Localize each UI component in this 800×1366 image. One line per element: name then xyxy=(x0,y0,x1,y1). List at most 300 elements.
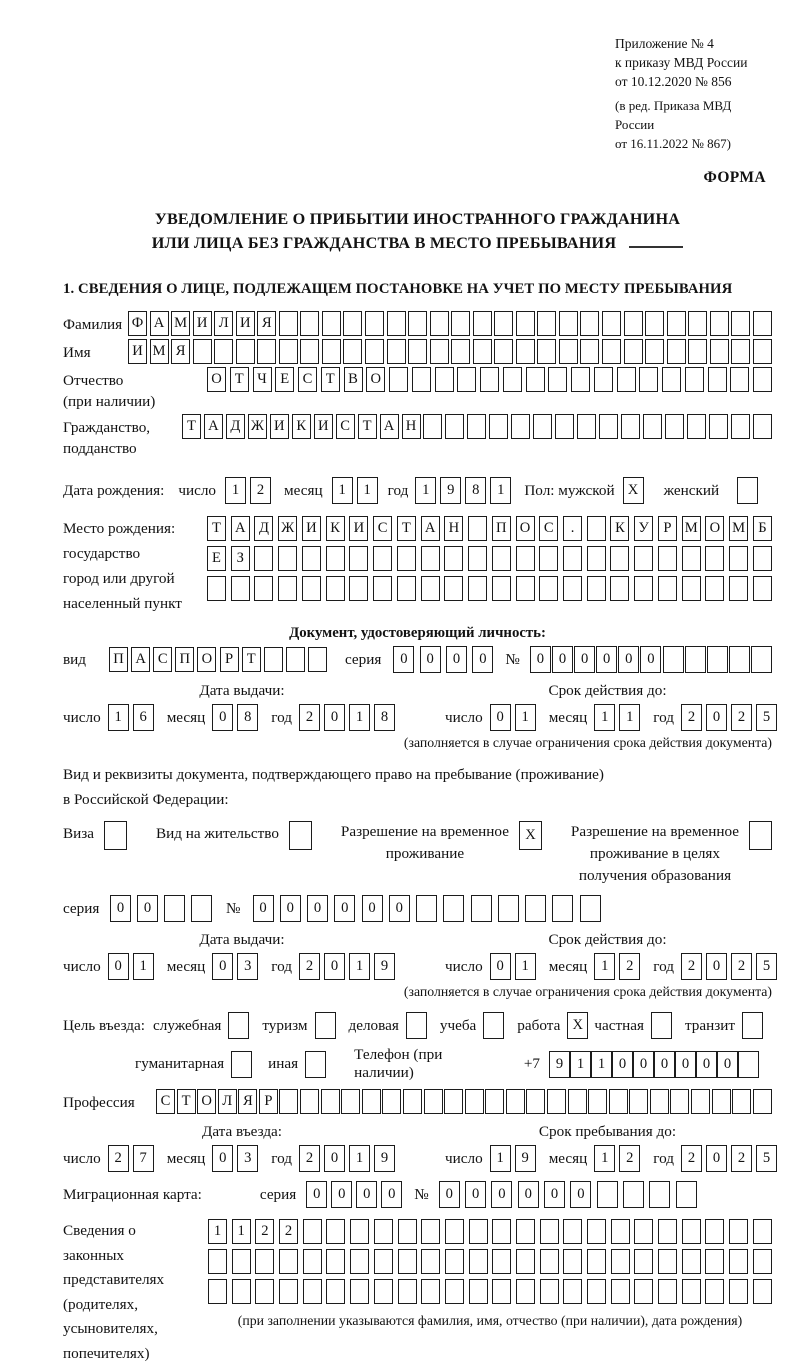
char-box[interactable] xyxy=(302,546,321,571)
char-box[interactable]: В xyxy=(344,367,363,392)
char-box[interactable] xyxy=(682,546,701,571)
char-box[interactable] xyxy=(278,576,297,601)
char-box[interactable]: 3 xyxy=(237,953,258,980)
char-box[interactable] xyxy=(729,546,748,571)
char-box[interactable]: С xyxy=(156,1089,175,1114)
char-box[interactable] xyxy=(611,1249,630,1274)
char-box[interactable] xyxy=(207,576,226,601)
char-box[interactable] xyxy=(691,1089,710,1114)
char-box[interactable] xyxy=(516,1249,535,1274)
char-box[interactable] xyxy=(279,311,298,336)
char-box[interactable] xyxy=(341,1089,360,1114)
char-box[interactable] xyxy=(753,339,772,364)
char-box[interactable]: И xyxy=(302,516,321,541)
char-box[interactable] xyxy=(629,1089,648,1114)
char-box[interactable]: 3 xyxy=(237,1145,258,1172)
char-box[interactable]: 1 xyxy=(619,704,640,731)
female-checkbox[interactable] xyxy=(737,477,758,504)
char-box[interactable]: 1 xyxy=(332,477,353,504)
char-box[interactable] xyxy=(387,339,406,364)
char-box[interactable] xyxy=(445,1219,464,1244)
char-box[interactable] xyxy=(732,1089,751,1114)
char-box[interactable] xyxy=(421,1219,440,1244)
char-box[interactable] xyxy=(516,1219,535,1244)
char-box[interactable] xyxy=(506,1089,525,1114)
char-box[interactable] xyxy=(468,546,487,571)
char-box[interactable] xyxy=(473,339,492,364)
char-box[interactable] xyxy=(540,1249,559,1274)
char-box[interactable]: А xyxy=(380,414,399,439)
char-box[interactable] xyxy=(303,1249,322,1274)
char-box[interactable]: 5 xyxy=(756,704,777,731)
char-box[interactable] xyxy=(548,367,567,392)
char-box[interactable] xyxy=(255,1249,274,1274)
char-box[interactable] xyxy=(602,311,621,336)
char-box[interactable]: 1 xyxy=(108,704,129,731)
char-box[interactable] xyxy=(516,546,535,571)
char-box[interactable] xyxy=(430,339,449,364)
char-box[interactable]: Ж xyxy=(278,516,297,541)
char-box[interactable]: 1 xyxy=(570,1051,591,1078)
char-box[interactable]: М xyxy=(729,516,748,541)
char-box[interactable] xyxy=(403,1089,422,1114)
char-box[interactable] xyxy=(650,1089,669,1114)
char-box[interactable] xyxy=(373,546,392,571)
char-box[interactable] xyxy=(343,339,362,364)
char-box[interactable] xyxy=(443,895,464,922)
char-box[interactable]: 0 xyxy=(490,953,511,980)
char-box[interactable]: 0 xyxy=(137,895,158,922)
char-box[interactable] xyxy=(279,1249,298,1274)
char-box[interactable]: 0 xyxy=(552,646,573,673)
char-box[interactable]: М xyxy=(150,339,169,364)
char-box[interactable]: И xyxy=(128,339,147,364)
purpose-business-checkbox[interactable] xyxy=(228,1012,249,1039)
char-box[interactable]: М xyxy=(682,516,701,541)
char-box[interactable] xyxy=(445,414,464,439)
char-box[interactable] xyxy=(305,1051,326,1078)
char-box[interactable]: 0 xyxy=(574,646,595,673)
char-box[interactable] xyxy=(343,311,362,336)
char-box[interactable]: 0 xyxy=(544,1181,565,1208)
char-box[interactable] xyxy=(451,311,470,336)
char-box[interactable] xyxy=(232,1249,251,1274)
char-box[interactable]: 0 xyxy=(612,1051,633,1078)
char-box[interactable]: 1 xyxy=(594,953,615,980)
char-box[interactable]: 0 xyxy=(331,1181,352,1208)
char-box[interactable] xyxy=(705,1279,724,1304)
char-box[interactable] xyxy=(682,576,701,601)
char-box[interactable] xyxy=(731,311,750,336)
char-box[interactable] xyxy=(645,339,664,364)
char-box[interactable] xyxy=(254,576,273,601)
char-box[interactable]: 0 xyxy=(596,646,617,673)
purpose-study-checkbox[interactable] xyxy=(483,1012,504,1039)
char-box[interactable] xyxy=(516,576,535,601)
char-box[interactable] xyxy=(730,367,749,392)
char-box[interactable] xyxy=(465,1089,484,1114)
char-box[interactable] xyxy=(374,1249,393,1274)
char-box[interactable] xyxy=(658,546,677,571)
char-box[interactable]: О xyxy=(366,367,385,392)
char-box[interactable] xyxy=(539,546,558,571)
char-box[interactable] xyxy=(729,576,748,601)
char-box[interactable]: И xyxy=(236,311,255,336)
char-box[interactable] xyxy=(406,1012,427,1039)
char-box[interactable]: А xyxy=(231,516,250,541)
char-box[interactable] xyxy=(623,1181,644,1208)
char-box[interactable] xyxy=(492,1219,511,1244)
char-box[interactable] xyxy=(588,1089,607,1114)
char-box[interactable] xyxy=(624,311,643,336)
char-box[interactable]: С xyxy=(539,516,558,541)
char-box[interactable] xyxy=(621,414,640,439)
char-box[interactable] xyxy=(387,311,406,336)
char-box[interactable]: У xyxy=(634,516,653,541)
char-box[interactable] xyxy=(468,516,487,541)
char-box[interactable] xyxy=(687,414,706,439)
residence-permit-checkbox[interactable] xyxy=(289,821,312,850)
char-box[interactable] xyxy=(676,1181,697,1208)
char-box[interactable]: 1 xyxy=(357,477,378,504)
char-box[interactable]: 1 xyxy=(490,477,511,504)
char-box[interactable] xyxy=(729,646,750,673)
char-box[interactable]: 0 xyxy=(472,646,493,673)
char-box[interactable]: 9 xyxy=(515,1145,536,1172)
char-box[interactable]: Т xyxy=(177,1089,196,1114)
char-box[interactable] xyxy=(599,414,618,439)
char-box[interactable] xyxy=(350,1249,369,1274)
char-box[interactable] xyxy=(492,1249,511,1274)
char-box[interactable] xyxy=(489,414,508,439)
char-box[interactable] xyxy=(540,1279,559,1304)
char-box[interactable]: 0 xyxy=(570,1181,591,1208)
char-box[interactable]: 1 xyxy=(490,1145,511,1172)
char-box[interactable]: 0 xyxy=(253,895,274,922)
char-box[interactable]: И xyxy=(270,414,289,439)
char-box[interactable]: . xyxy=(563,516,582,541)
char-box[interactable]: И xyxy=(193,311,212,336)
char-box[interactable]: 2 xyxy=(255,1219,274,1244)
char-box[interactable] xyxy=(580,339,599,364)
char-box[interactable]: Ч xyxy=(253,367,272,392)
char-box[interactable]: Е xyxy=(275,367,294,392)
char-box[interactable]: 0 xyxy=(654,1051,675,1078)
char-box[interactable] xyxy=(710,339,729,364)
char-box[interactable]: 1 xyxy=(225,477,246,504)
char-box[interactable]: 2 xyxy=(250,477,271,504)
char-box[interactable] xyxy=(412,367,431,392)
char-box[interactable] xyxy=(737,477,758,504)
char-box[interactable]: Е xyxy=(207,546,226,571)
char-box[interactable]: 0 xyxy=(212,1145,233,1172)
male-checkbox[interactable] xyxy=(623,477,644,504)
char-box[interactable]: X xyxy=(567,1012,588,1039)
char-box[interactable] xyxy=(254,546,273,571)
char-box[interactable] xyxy=(670,1089,689,1114)
char-box[interactable] xyxy=(597,1181,618,1208)
char-box[interactable]: С xyxy=(336,414,355,439)
char-box[interactable] xyxy=(533,414,552,439)
char-box[interactable] xyxy=(611,1219,630,1244)
char-box[interactable] xyxy=(492,1279,511,1304)
char-box[interactable] xyxy=(208,1279,227,1304)
char-box[interactable]: 0 xyxy=(491,1181,512,1208)
char-box[interactable] xyxy=(279,1089,298,1114)
char-box[interactable]: 0 xyxy=(518,1181,539,1208)
char-box[interactable]: 0 xyxy=(393,646,414,673)
char-box[interactable]: Т xyxy=(358,414,377,439)
char-box[interactable] xyxy=(326,1279,345,1304)
char-box[interactable] xyxy=(365,339,384,364)
char-box[interactable] xyxy=(191,895,212,922)
char-box[interactable]: Ж xyxy=(248,414,267,439)
char-box[interactable] xyxy=(563,576,582,601)
char-box[interactable] xyxy=(658,1249,677,1274)
char-box[interactable] xyxy=(494,339,513,364)
char-box[interactable] xyxy=(753,311,772,336)
char-box[interactable] xyxy=(580,311,599,336)
char-box[interactable] xyxy=(382,1089,401,1114)
char-box[interactable]: 0 xyxy=(420,646,441,673)
char-box[interactable] xyxy=(539,576,558,601)
char-box[interactable] xyxy=(480,367,499,392)
char-box[interactable]: 2 xyxy=(108,1145,129,1172)
char-box[interactable]: 1 xyxy=(515,953,536,980)
char-box[interactable] xyxy=(682,1249,701,1274)
char-box[interactable] xyxy=(563,1249,582,1274)
char-box[interactable]: 2 xyxy=(731,704,752,731)
char-box[interactable]: П xyxy=(175,647,194,672)
char-box[interactable]: Л xyxy=(214,311,233,336)
char-box[interactable] xyxy=(742,1012,763,1039)
char-box[interactable] xyxy=(537,339,556,364)
char-box[interactable]: 0 xyxy=(280,895,301,922)
purpose-work-checkbox[interactable] xyxy=(567,1012,588,1039)
char-box[interactable]: 5 xyxy=(756,953,777,980)
char-box[interactable] xyxy=(300,311,319,336)
char-box[interactable] xyxy=(303,1279,322,1304)
char-box[interactable] xyxy=(286,647,305,672)
char-box[interactable] xyxy=(326,546,345,571)
char-box[interactable] xyxy=(397,546,416,571)
char-box[interactable] xyxy=(731,339,750,364)
char-box[interactable] xyxy=(398,1279,417,1304)
char-box[interactable] xyxy=(424,1089,443,1114)
char-box[interactable] xyxy=(503,367,522,392)
char-box[interactable] xyxy=(322,311,341,336)
char-box[interactable]: Т xyxy=(397,516,416,541)
char-box[interactable]: 0 xyxy=(706,1145,727,1172)
char-box[interactable] xyxy=(587,1219,606,1244)
char-box[interactable] xyxy=(349,546,368,571)
char-box[interactable] xyxy=(408,311,427,336)
char-box[interactable] xyxy=(753,576,772,601)
char-box[interactable] xyxy=(663,646,684,673)
temp-permit-checkbox[interactable] xyxy=(519,821,542,850)
char-box[interactable]: А xyxy=(150,311,169,336)
char-box[interactable] xyxy=(257,339,276,364)
char-box[interactable]: Я xyxy=(171,339,190,364)
char-box[interactable]: А xyxy=(131,647,150,672)
char-box[interactable] xyxy=(685,646,706,673)
char-box[interactable]: Т xyxy=(230,367,249,392)
char-box[interactable] xyxy=(682,1279,701,1304)
char-box[interactable]: А xyxy=(421,516,440,541)
char-box[interactable] xyxy=(705,1249,724,1274)
char-box[interactable]: С xyxy=(373,516,392,541)
char-box[interactable] xyxy=(308,647,327,672)
char-box[interactable] xyxy=(430,311,449,336)
char-box[interactable]: 1 xyxy=(232,1219,251,1244)
char-box[interactable] xyxy=(559,339,578,364)
char-box[interactable]: 1 xyxy=(594,704,615,731)
char-box[interactable] xyxy=(729,1279,748,1304)
char-box[interactable]: 0 xyxy=(706,953,727,980)
char-box[interactable] xyxy=(662,367,681,392)
char-box[interactable] xyxy=(688,339,707,364)
char-box[interactable]: К xyxy=(292,414,311,439)
char-box[interactable]: О xyxy=(705,516,724,541)
char-box[interactable] xyxy=(421,1279,440,1304)
char-box[interactable]: Ф xyxy=(128,311,147,336)
char-box[interactable] xyxy=(753,1219,772,1244)
char-box[interactable]: Д xyxy=(226,414,245,439)
char-box[interactable] xyxy=(326,1219,345,1244)
char-box[interactable] xyxy=(753,546,772,571)
char-box[interactable] xyxy=(228,1012,249,1039)
char-box[interactable] xyxy=(362,1089,381,1114)
char-box[interactable]: Л xyxy=(218,1089,237,1114)
char-box[interactable] xyxy=(445,1249,464,1274)
char-box[interactable]: Т xyxy=(182,414,201,439)
char-box[interactable]: 7 xyxy=(133,1145,154,1172)
char-box[interactable] xyxy=(373,576,392,601)
char-box[interactable] xyxy=(587,546,606,571)
char-box[interactable] xyxy=(214,339,233,364)
char-box[interactable]: 0 xyxy=(618,646,639,673)
char-box[interactable] xyxy=(577,414,596,439)
char-box[interactable] xyxy=(469,1249,488,1274)
char-box[interactable] xyxy=(749,821,772,850)
char-box[interactable]: 0 xyxy=(324,1145,345,1172)
char-box[interactable] xyxy=(685,367,704,392)
char-box[interactable] xyxy=(537,311,556,336)
char-box[interactable]: П xyxy=(109,647,128,672)
char-box[interactable] xyxy=(303,1219,322,1244)
char-box[interactable] xyxy=(525,895,546,922)
char-box[interactable]: М xyxy=(171,311,190,336)
char-box[interactable] xyxy=(279,1279,298,1304)
char-box[interactable]: 8 xyxy=(237,704,258,731)
char-box[interactable]: Д xyxy=(254,516,273,541)
purpose-humanitarian-checkbox[interactable] xyxy=(231,1051,252,1078)
char-box[interactable] xyxy=(587,516,606,541)
char-box[interactable] xyxy=(444,1089,463,1114)
char-box[interactable] xyxy=(738,1051,759,1078)
char-box[interactable] xyxy=(559,311,578,336)
char-box[interactable] xyxy=(602,339,621,364)
char-box[interactable]: 2 xyxy=(299,704,320,731)
char-box[interactable] xyxy=(610,546,629,571)
char-box[interactable]: К xyxy=(610,516,629,541)
char-box[interactable]: 0 xyxy=(212,953,233,980)
char-box[interactable] xyxy=(568,1089,587,1114)
char-box[interactable] xyxy=(498,895,519,922)
char-box[interactable]: 0 xyxy=(306,1181,327,1208)
char-box[interactable]: И xyxy=(349,516,368,541)
char-box[interactable] xyxy=(444,576,463,601)
char-box[interactable]: 0 xyxy=(381,1181,402,1208)
char-box[interactable]: 2 xyxy=(731,1145,752,1172)
char-box[interactable] xyxy=(712,1089,731,1114)
char-box[interactable] xyxy=(611,1279,630,1304)
char-box[interactable]: 0 xyxy=(675,1051,696,1078)
char-box[interactable]: 0 xyxy=(446,646,467,673)
char-box[interactable] xyxy=(729,1249,748,1274)
char-box[interactable] xyxy=(471,895,492,922)
char-box[interactable]: 0 xyxy=(389,895,410,922)
purpose-other-checkbox[interactable] xyxy=(305,1051,326,1078)
char-box[interactable] xyxy=(643,414,662,439)
char-box[interactable]: И xyxy=(314,414,333,439)
char-box[interactable]: 2 xyxy=(681,1145,702,1172)
char-box[interactable]: 9 xyxy=(374,953,395,980)
visa-checkbox[interactable] xyxy=(104,821,127,850)
char-box[interactable]: С xyxy=(153,647,172,672)
char-box[interactable]: 0 xyxy=(717,1051,738,1078)
purpose-transit-checkbox[interactable] xyxy=(742,1012,763,1039)
char-box[interactable]: X xyxy=(623,477,644,504)
char-box[interactable] xyxy=(753,367,772,392)
char-box[interactable] xyxy=(483,1012,504,1039)
char-box[interactable] xyxy=(563,1219,582,1244)
char-box[interactable] xyxy=(639,367,658,392)
char-box[interactable] xyxy=(516,311,535,336)
char-box[interactable]: 0 xyxy=(633,1051,654,1078)
char-box[interactable] xyxy=(300,1089,319,1114)
char-box[interactable] xyxy=(563,546,582,571)
char-box[interactable]: 0 xyxy=(530,646,551,673)
char-box[interactable] xyxy=(610,576,629,601)
char-box[interactable] xyxy=(231,576,250,601)
char-box[interactable] xyxy=(457,367,476,392)
char-box[interactable]: 0 xyxy=(362,895,383,922)
char-box[interactable] xyxy=(624,339,643,364)
char-box[interactable] xyxy=(321,1089,340,1114)
char-box[interactable] xyxy=(468,576,487,601)
char-box[interactable] xyxy=(302,576,321,601)
char-box[interactable] xyxy=(421,546,440,571)
char-box[interactable]: 8 xyxy=(374,704,395,731)
char-box[interactable]: З xyxy=(231,546,250,571)
char-box[interactable]: 0 xyxy=(110,895,131,922)
char-box[interactable] xyxy=(594,367,613,392)
char-box[interactable] xyxy=(634,546,653,571)
char-box[interactable] xyxy=(469,1219,488,1244)
char-box[interactable] xyxy=(526,367,545,392)
char-box[interactable] xyxy=(279,339,298,364)
char-box[interactable] xyxy=(232,1279,251,1304)
char-box[interactable]: О xyxy=(207,367,226,392)
char-box[interactable] xyxy=(705,546,724,571)
char-box[interactable] xyxy=(526,1089,545,1114)
char-box[interactable]: С xyxy=(298,367,317,392)
char-box[interactable]: 2 xyxy=(681,953,702,980)
char-box[interactable]: О xyxy=(516,516,535,541)
char-box[interactable] xyxy=(398,1249,417,1274)
char-box[interactable] xyxy=(753,1249,772,1274)
